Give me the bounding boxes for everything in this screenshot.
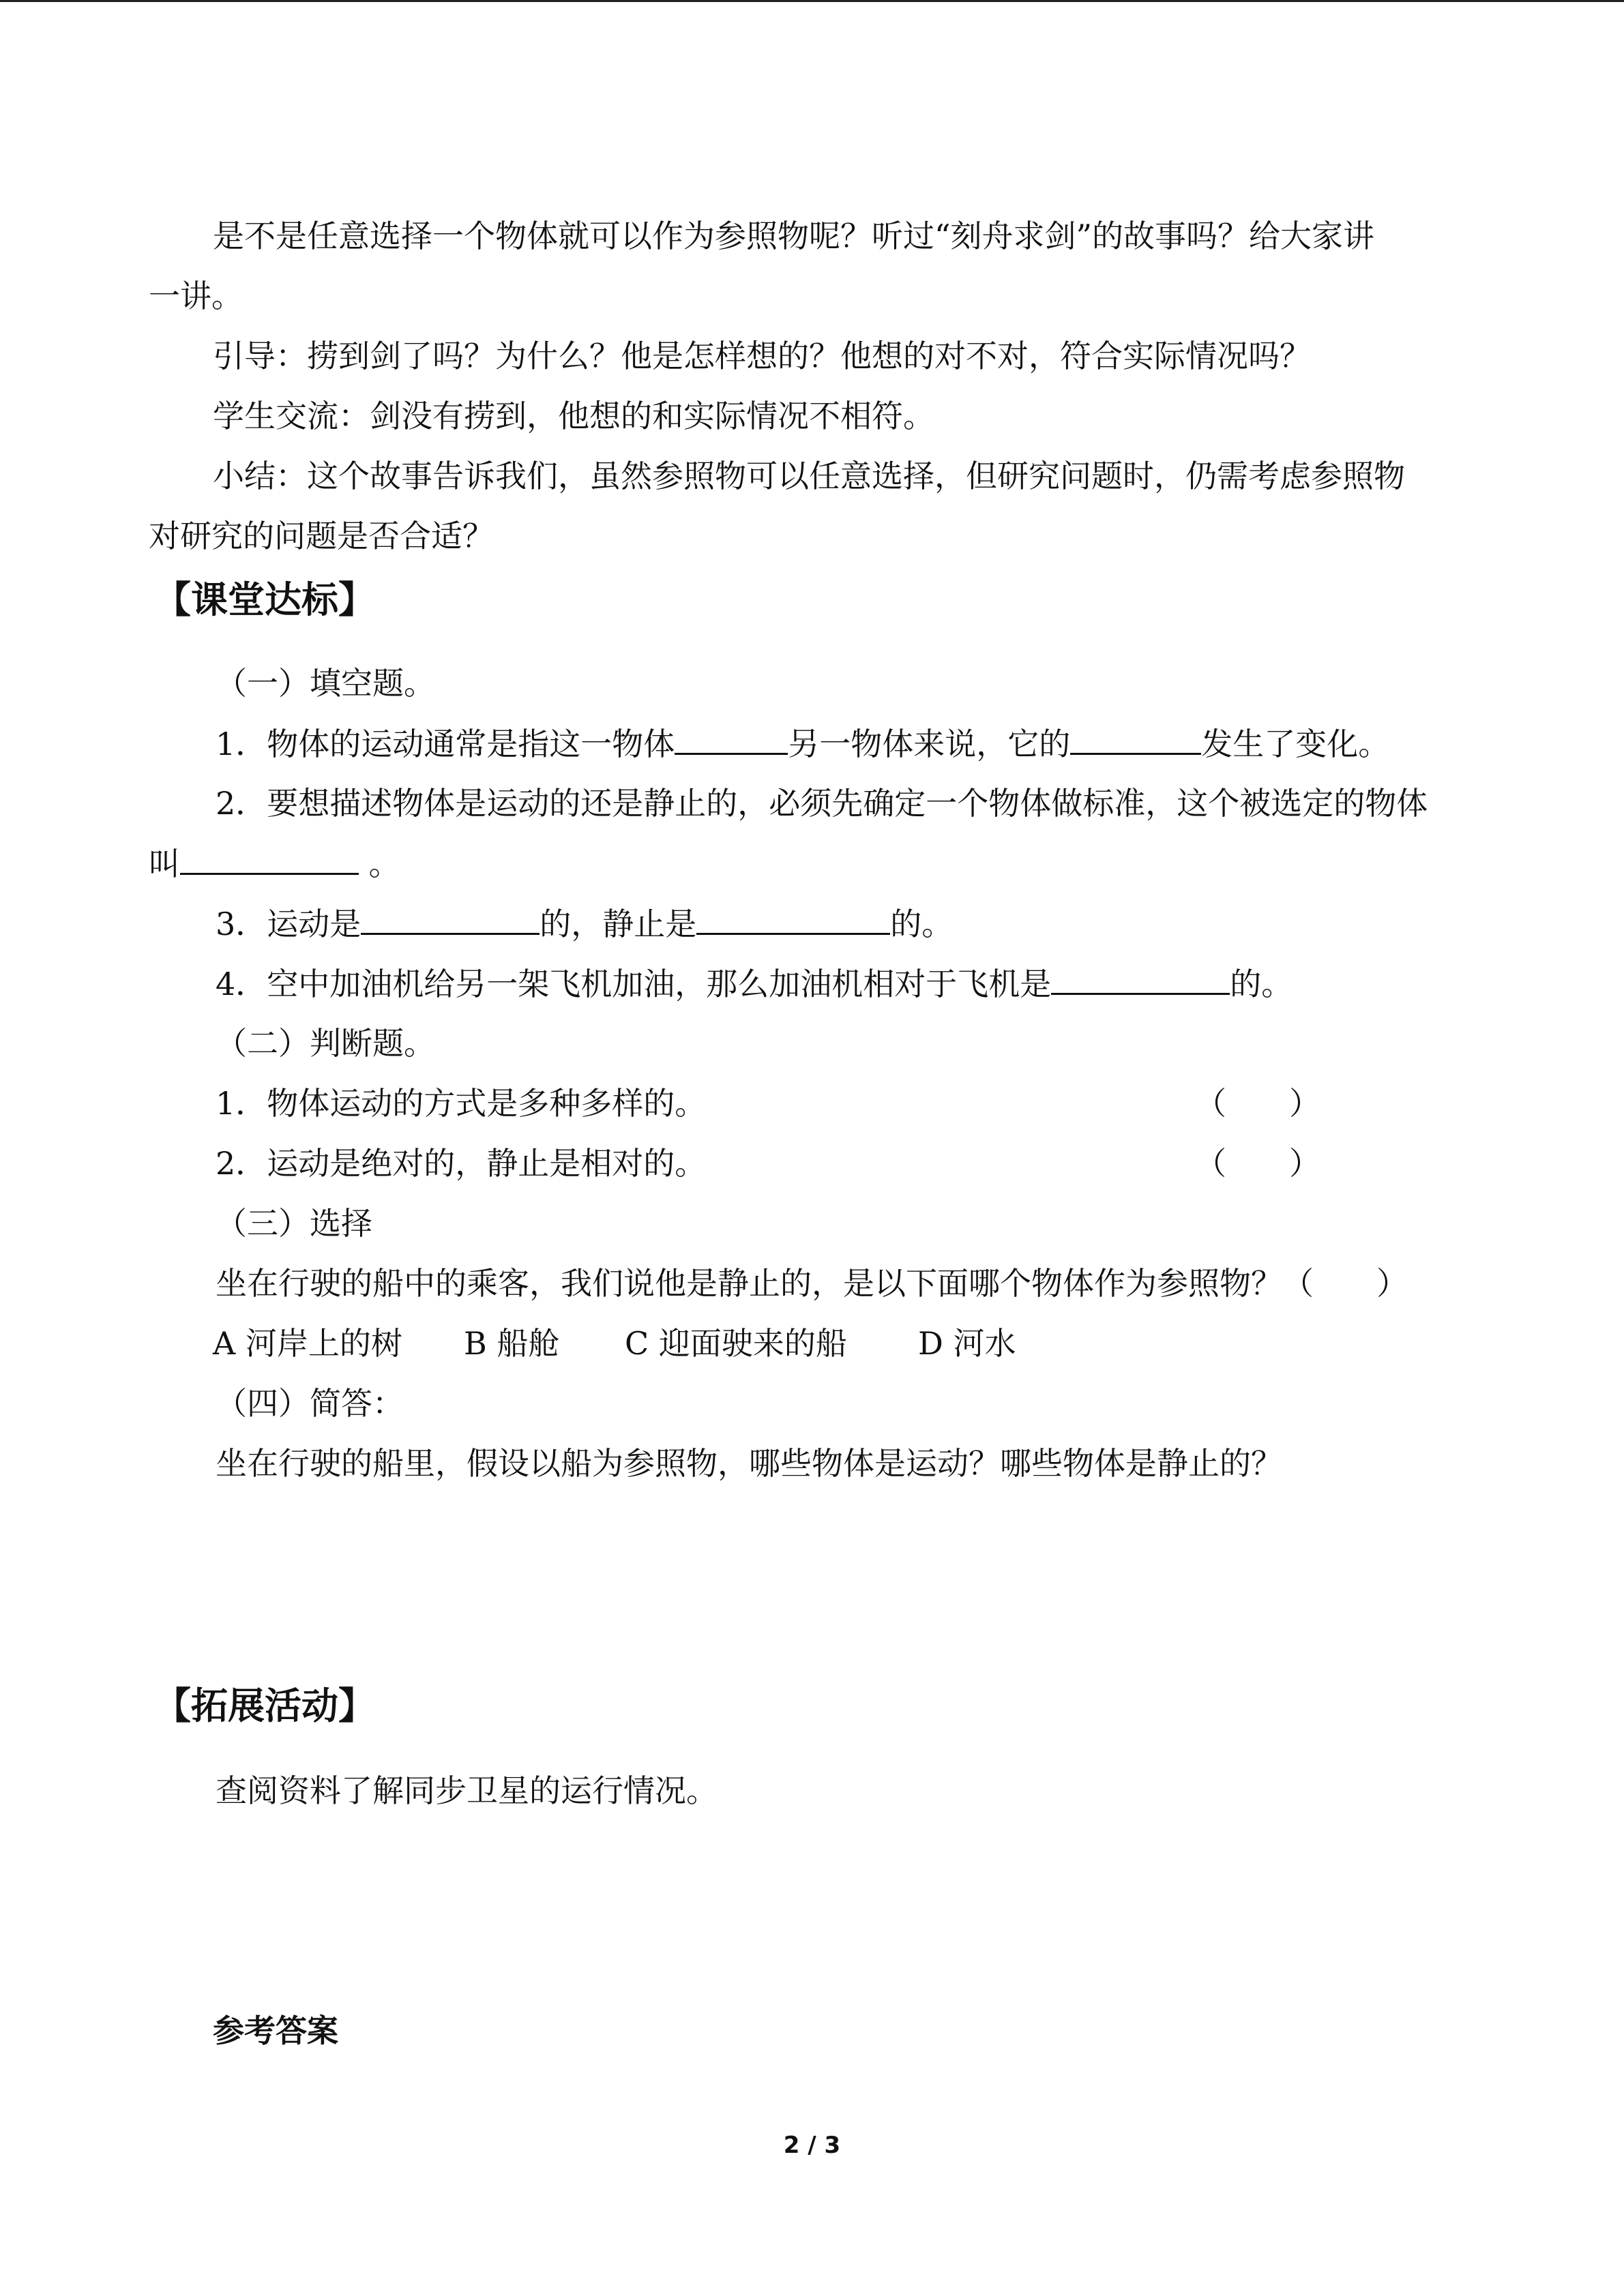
fill-q2-text-c: 。 bbox=[359, 846, 400, 882]
choice-section-title: （三）选择 bbox=[216, 1205, 372, 1242]
choice-option-d: D 河水 bbox=[918, 1325, 1016, 1362]
answer-blank bbox=[180, 843, 359, 875]
answer-blank bbox=[696, 903, 890, 935]
judge-section-title: （二）判断题。 bbox=[216, 1025, 435, 1062]
fill-question-2: 2．要想描述物体是运动的还是静止的，必须先确定一个物体做标准，这个被选定的物体 bbox=[216, 785, 1428, 822]
fill-q4-text-a: 4．空中加油机给另一架飞机加油，那么加油机相对于飞机是 bbox=[216, 966, 1052, 1002]
paragraph-summary: 小结：这个故事告诉我们，虽然参照物可以任意选择，但研究问题时，仍需考虑参照物 bbox=[213, 458, 1405, 494]
extension-activity: 查阅资料了解同步卫星的运行情况。 bbox=[216, 1772, 718, 1809]
answer-blank bbox=[1051, 963, 1230, 995]
choice-option-b: B 船舱 bbox=[464, 1325, 560, 1362]
answer-blank bbox=[361, 903, 540, 935]
choice-option-a: A 河岸上的树 bbox=[213, 1325, 402, 1362]
choice-question: 坐在行驶的船中的乘客，我们说他是静止的，是以下面哪个物体作为参照物？（ ） bbox=[216, 1265, 1408, 1302]
paragraph-summary-cont: 对研究的问题是否合适？ bbox=[149, 518, 494, 554]
fill-section-title: （一）填空题。 bbox=[216, 665, 435, 702]
fill-question-2-cont bbox=[149, 843, 400, 884]
judge-answer-paren-2: （ ） bbox=[1195, 1145, 1320, 1182]
fill-q3-text-c: 的。 bbox=[890, 906, 954, 942]
answer-key-title: 参考答案 bbox=[213, 2012, 338, 2049]
judge-question-1: 1．物体运动的方式是多种多样的。 bbox=[216, 1085, 707, 1122]
short-answer-title: （四）简答： bbox=[216, 1385, 404, 1422]
paragraph-intro-cont: 一讲。 bbox=[149, 278, 243, 314]
fill-question-4 bbox=[216, 963, 1293, 1004]
top-border bbox=[0, 0, 1624, 2]
fill-question-3 bbox=[216, 903, 953, 944]
answer-blank bbox=[675, 723, 788, 755]
fill-q1-text-a: 1．物体的运动通常是指这一物体 bbox=[216, 726, 675, 762]
judge-answer-paren-1: （ ） bbox=[1195, 1085, 1320, 1122]
paragraph-guide: 引导：捞到剑了吗？为什么？他是怎样想的？他想的对不对，符合实际情况吗？ bbox=[213, 338, 1311, 374]
choice-option-c: C 迎面驶来的船 bbox=[625, 1325, 847, 1362]
judge-question-2: 2．运动是绝对的，静止是相对的。 bbox=[216, 1145, 707, 1182]
section-heading-extension: 【拓展活动】 bbox=[154, 1684, 375, 1727]
fill-question-1 bbox=[216, 723, 1389, 764]
fill-q2-text-b: 叫 bbox=[149, 846, 180, 882]
short-answer-question: 坐在行驶的船里，假设以船为参照物，哪些物体是运动？哪些物体是静止的？ bbox=[216, 1445, 1282, 1482]
answer-blank bbox=[1070, 723, 1201, 755]
page-number: 2 / 3 bbox=[783, 2132, 841, 2159]
fill-q1-text-b: 另一物体来说，它的 bbox=[788, 726, 1071, 762]
fill-q3-text-b: 的，静止是 bbox=[540, 906, 697, 942]
paragraph-intro: 是不是任意选择一个物体就可以作为参照物呢？听过“刻舟求剑”的故事吗？给大家讲 bbox=[213, 218, 1375, 254]
section-heading-classwork: 【课堂达标】 bbox=[154, 578, 375, 621]
fill-q4-text-b: 的。 bbox=[1230, 966, 1293, 1002]
paragraph-student: 学生交流：剑没有捞到，他想的和实际情况不相符。 bbox=[213, 398, 934, 434]
fill-q1-text-c: 发生了变化。 bbox=[1201, 726, 1390, 762]
fill-q3-text-a: 3．运动是 bbox=[216, 906, 361, 942]
